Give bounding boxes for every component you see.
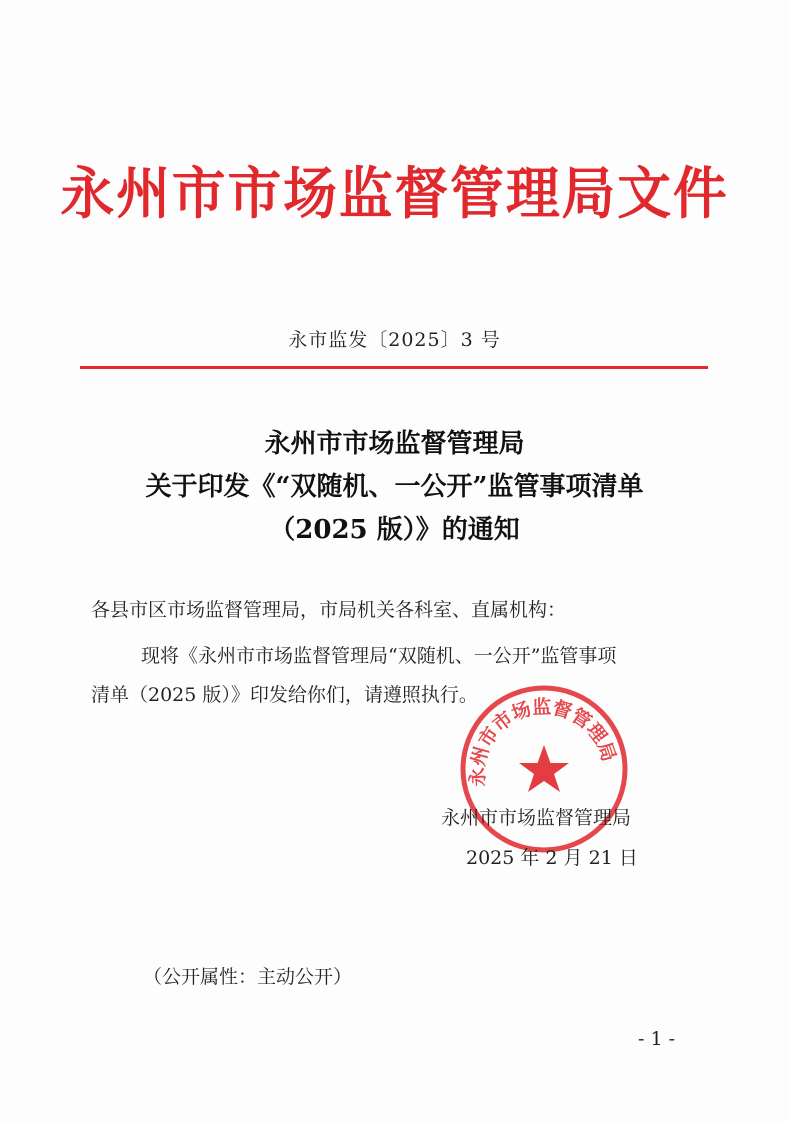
issuer-name: 永州市市场监督管理局	[441, 807, 632, 829]
star-icon	[519, 745, 569, 792]
notice-title-line-1: 永州市市场监督管理局	[264, 429, 525, 459]
notice-title-line-3: （2025 版）》的通知	[269, 515, 520, 545]
notice-title	[0, 423, 789, 552]
body-paragraph-line-2: 清单（2025 版）》印发给你们，请遵照执行。	[91, 684, 478, 706]
body-paragraph-line-1: 现将《永州市市场监督管理局“双随机、一公开”监管事项	[141, 645, 617, 667]
salutation: 各县市区市场监督管理局，市局机关各科室、直属机构：	[91, 599, 567, 621]
notice-title-line-2: 关于印发《“双随机、一公开”监管事项清单	[145, 472, 644, 502]
document-header-title: 永州市市场监督管理局文件	[60, 162, 729, 227]
document-number: 永市监发〔2025〕3 号	[288, 329, 501, 351]
red-divider-rule	[80, 366, 708, 369]
disclosure-attribute: （公开属性：主动公开）	[143, 966, 353, 988]
seal-arc-text: 永州市市场监督管理局	[466, 696, 620, 788]
issue-date: 2025 年 2 月 21 日	[466, 847, 638, 869]
page-number: - 1 -	[638, 1028, 676, 1050]
